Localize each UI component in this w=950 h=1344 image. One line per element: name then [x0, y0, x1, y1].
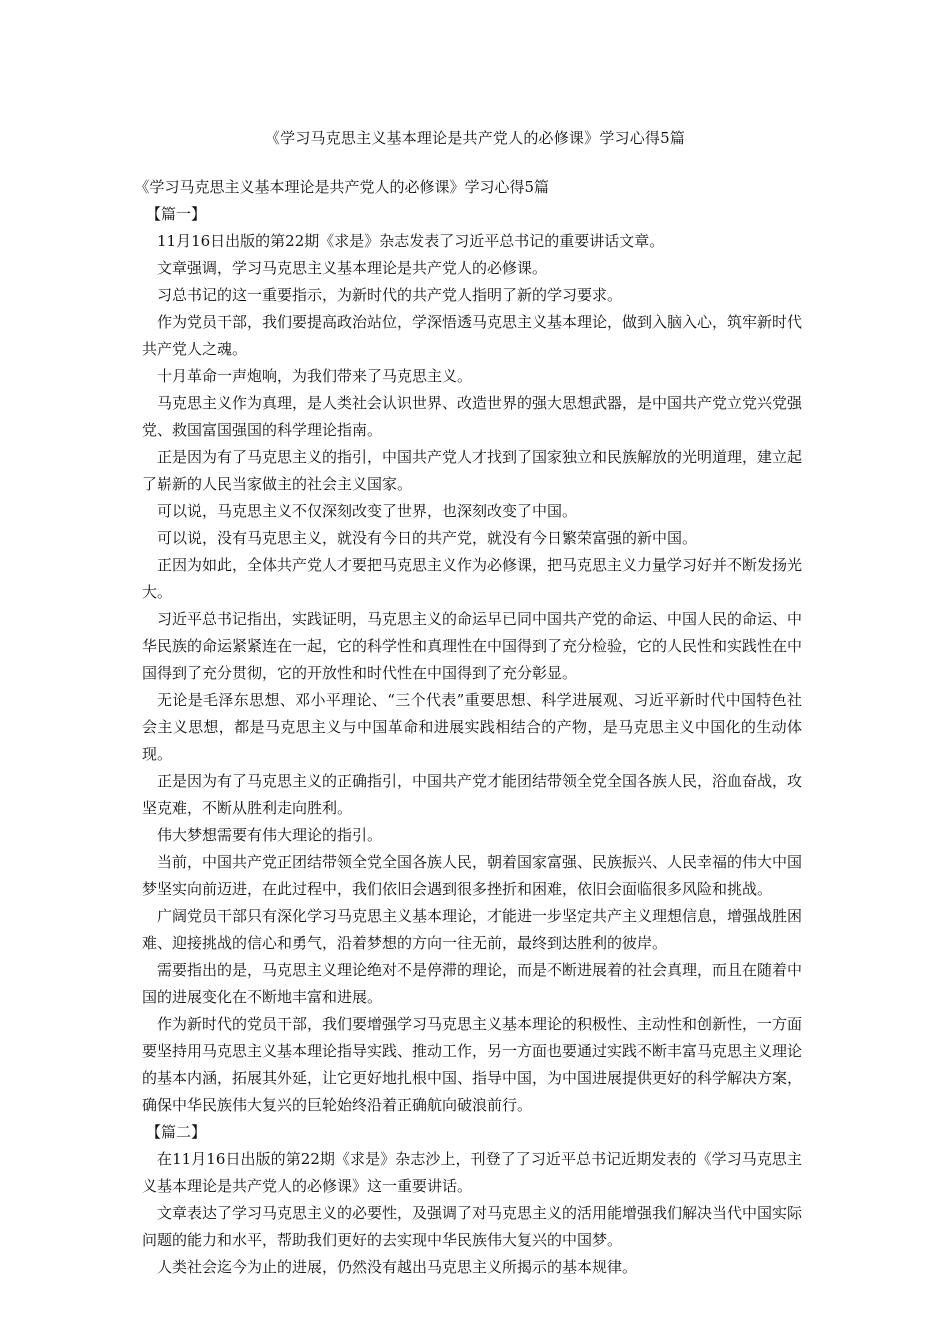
paragraph: 习近平总书记指出，实践证明，马克思主义的命运早已同中国共产党的命运、中国人民的命运、中华民族的命运紧紧连在一起，它的科学性和真理性在中国得到了充分检验，它的人民性和实践性在中国得到了充分贯彻，它的开放性和时代性在中国得到了充分彰显。 — [142, 610, 803, 682]
document-body — [134, 174, 803, 1281]
paragraph: 在11月16日出版的第22期《求是》杂志沙上，刊登了了习近平总书记近期发表的《学习马克思主义基本理论是共产党人的必修课》这一重要讲话。 — [142, 1150, 802, 1195]
paragraph: 人类社会迄今为止的进展，仍然没有越出马克思主义所揭示的基本规律。 — [157, 1258, 638, 1276]
paragraph: 需要指出的是，马克思主义理论绝对不是停滞的理论，而是不断进展着的社会真理，而且在随着中国的进展变化在不断地丰富和进展。 — [142, 961, 803, 1006]
paragraph: 习总书记的这一重要指示，为新时代的共产党人指明了新的学习要求。 — [157, 286, 623, 304]
paragraph: 文章表达了学习马克思主义的必要性，及强调了对马克思主义的活用能增强我们解决当代中国实际问题的能力和水平，帮助我们更好的去实现中华民族伟大复兴的中国梦。 — [142, 1204, 803, 1249]
document-title: 《学习马克思主义基本理论是共产党人的必修课》学习心得5篇 — [264, 129, 686, 147]
paragraph: 当前，中国共产党正团结带领全党全国各族人民，朝着国家富强、民族振兴、人民幸福的伟大中国梦坚实向前迈进，在此过程中，我们依旧会遇到很多挫折和困难，依旧会面临很多风险和挑战。 — [142, 853, 803, 898]
paragraph: 广阔党员干部只有深化学习马克思主义基本理论，才能进一步坚定共产主义理想信息，增强战胜困难、迎接挑战的信心和勇气，沿着梦想的方向一往无前，最终到达胜利的彼岸。 — [142, 907, 803, 952]
paragraph: 作为党员干部，我们要提高政治站位，学深悟透马克思主义基本理论，做到入脑入心，筑牢新时代共产党人之魂。 — [142, 313, 803, 358]
paragraph: 无论是毛泽东思想、邓小平理论、“三个代表”重要思想、科学进展观、习近平新时代中国特色社会主义思想，都是马克思主义与中国革命和进展实践相结合的产物，是马克思主义中国化的生动体现。 — [142, 691, 802, 763]
paragraph: 可以说，没有马克思主义，就没有今日的共产党，就没有今日繁荣富强的新中国。 — [157, 529, 698, 547]
paragraph: 正是因为有了马克思主义的正确指引，中国共产党才能团结带领全党全国各族人民，浴血奋战，攻坚克难，不断从胜利走向胜利。 — [142, 772, 803, 817]
paragraph: 正是因为有了马克思主义的指引，中国共产党人才找到了国家独立和民族解放的光明道理，建立起了崭新的人民当家做主的社会主义国家。 — [142, 448, 803, 493]
paragraph: 十月革命一声炮响，为我们带来了马克思主义。 — [157, 367, 473, 385]
paragraph: 作为新时代的党员干部，我们要增强学习马克思主义基本理论的积极性、主动性和创新性，一方面要坚持用马克思主义基本理论指导实践、推动工作，另一方面也要通过实践不断丰富马克思主义理论的基本内涵，拓展其外延，让它更好地扎根中国、指导中国，为中国进展提供更好的科学解决方案，确保中华民族伟大复兴的巨轮始终沿着正确航向破浪前行。 — [142, 1015, 803, 1114]
paragraph: 11月16日出版的第22期《求是》杂志发表了习近平总书记的重要讲话文章。 — [157, 232, 665, 250]
paragraph: 马克思主义作为真理，是人类社会认识世界、改造世界的强大思想武器，是中国共产党立党兴党强党、救国富国强国的科学理论指南。 — [142, 394, 803, 439]
section-heading-2: 【篇二】 — [146, 1123, 207, 1141]
paragraph: 文章强调，学习马克思主义基本理论是共产党人的必修课。 — [157, 259, 548, 277]
paragraph: 正因为如此，全体共产党人才要把马克思主义作为必修课，把马克思主义力量学习好并不断发扬光大。 — [142, 556, 803, 601]
section-heading-1: 【篇一】 — [146, 205, 207, 223]
document-subtitle: 《学习马克思主义基本理论是共产党人的必修课》学习心得5篇 — [134, 178, 550, 196]
paragraph: 伟大梦想需要有伟大理论的指引。 — [157, 826, 383, 844]
paragraph: 可以说，马克思主义不仅深刻改变了世界，也深刻改变了中国。 — [157, 502, 578, 520]
